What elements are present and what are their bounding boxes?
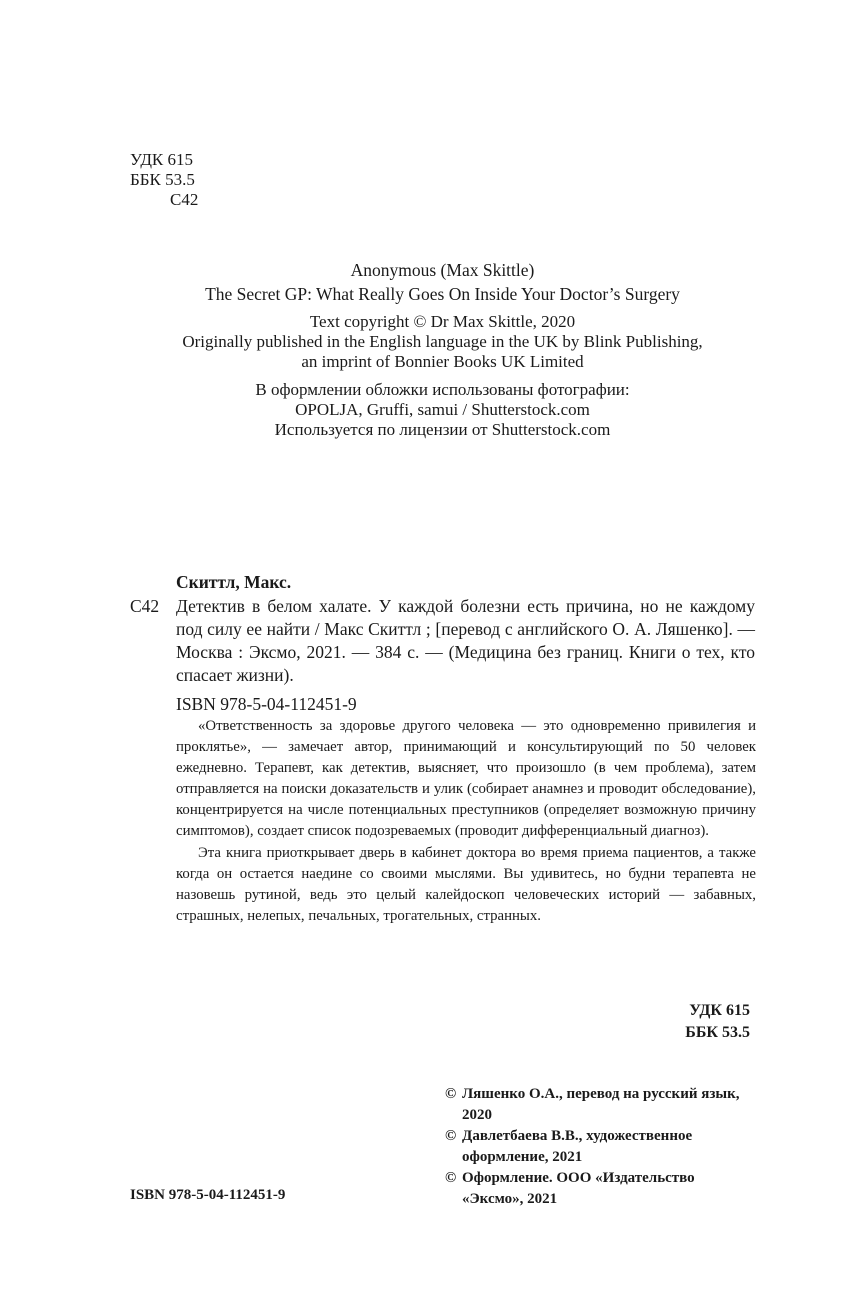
copyright-icon: © bbox=[445, 1170, 457, 1186]
record-row bbox=[130, 595, 755, 687]
bottom-classification bbox=[600, 1000, 750, 1044]
copyright-text: Давлетбаева В.В., художественное оформление, 2021 bbox=[462, 1128, 693, 1165]
record-code: С42 bbox=[130, 596, 160, 616]
record-author: Скиттл, Макс. bbox=[176, 572, 292, 592]
bottom-udk: УДК 615 bbox=[689, 1002, 750, 1019]
credits-line-2: OPOLJA, Gruffi, samui / Shutterstock.com bbox=[295, 400, 590, 419]
copyrights bbox=[445, 1084, 757, 1210]
record-isbn: ISBN 978-5-04-112451-9 bbox=[176, 694, 357, 714]
credits-line-1: В оформлении обложки использованы фотографии: bbox=[255, 380, 630, 399]
published-line-1: Originally published in the English language in the UK by Blink Publishing, bbox=[182, 332, 703, 351]
annotation bbox=[176, 716, 756, 927]
copyright-text: Оформление. ООО «Издательство «Эксмо», 2021 bbox=[462, 1170, 695, 1207]
cover-credits bbox=[0, 380, 845, 440]
copyright-item bbox=[445, 1126, 757, 1168]
original-copyright: Text copyright © Dr Max Skittle, 2020 bbox=[309, 312, 576, 331]
record-description: Детектив в белом халате. У каждой болезни есть причина, но не каждому под силу ее найти / Макс Скиттл ; [перевод с английского О. А. Ляшенко]. — Москва : Эксмо, 2021. — 384 с. — (Медицина без границ. Книги о тех, кто спасает жизни). bbox=[176, 596, 755, 685]
credits-line-3: Используется по лицензии от Shutterstock.com bbox=[274, 420, 611, 439]
annotation-paragraph-1: «Ответственность за здоровье другого человека — это одновременно привилегия и проклятье», — замечает автор, принимающий и консультирующий по 50 человек ежедневно. Терапевт, как детектив, выясняет, что произошло (в чем проблема), затем отправляется на поиски доказательств и улик (собирает анамнез и проводит обследование), концентрируется на числе потенциальных преступников (определяет возможную причину симптомов), создает список подозреваемых (проводит дифференциальный диагноз). bbox=[176, 718, 756, 840]
copyright-item bbox=[445, 1084, 757, 1126]
bbk-code: ББК 53.5 bbox=[130, 170, 195, 189]
bottom-isbn: ISBN 978-5-04-112451-9 bbox=[130, 1187, 286, 1203]
published-line-2: an imprint of Bonnier Books UK Limited bbox=[301, 352, 584, 371]
original-edition bbox=[0, 258, 845, 372]
top-classification bbox=[130, 150, 198, 210]
annotation-paragraph-2: Эта книга приоткрывает дверь в кабинет доктора во время приема пациентов, а также когда он остается наедине со своими мыслями. Вы удивитесь, но будни терапевта не назовешь рутиной, ведь это целый калейдоскоп человеческих историй — забавных, страшных, нелепых, печальных, трогательных, странных. bbox=[176, 844, 756, 924]
original-title: The Secret GP: What Really Goes On Inside Your Doctor’s Surgery bbox=[205, 284, 680, 304]
original-author: Anonymous (Max Skittle) bbox=[350, 260, 535, 280]
catalog-record bbox=[130, 571, 755, 716]
author-sign: С42 bbox=[170, 190, 199, 209]
copyright-item bbox=[445, 1168, 757, 1210]
bottom-bbk: ББК 53.5 bbox=[685, 1024, 750, 1041]
copyright-icon: © bbox=[445, 1086, 457, 1102]
copyright-text: Ляшенко О.А., перевод на русский язык, 2020 bbox=[462, 1086, 740, 1123]
udk-code: УДК 615 bbox=[130, 150, 194, 169]
copyright-icon: © bbox=[445, 1128, 457, 1144]
